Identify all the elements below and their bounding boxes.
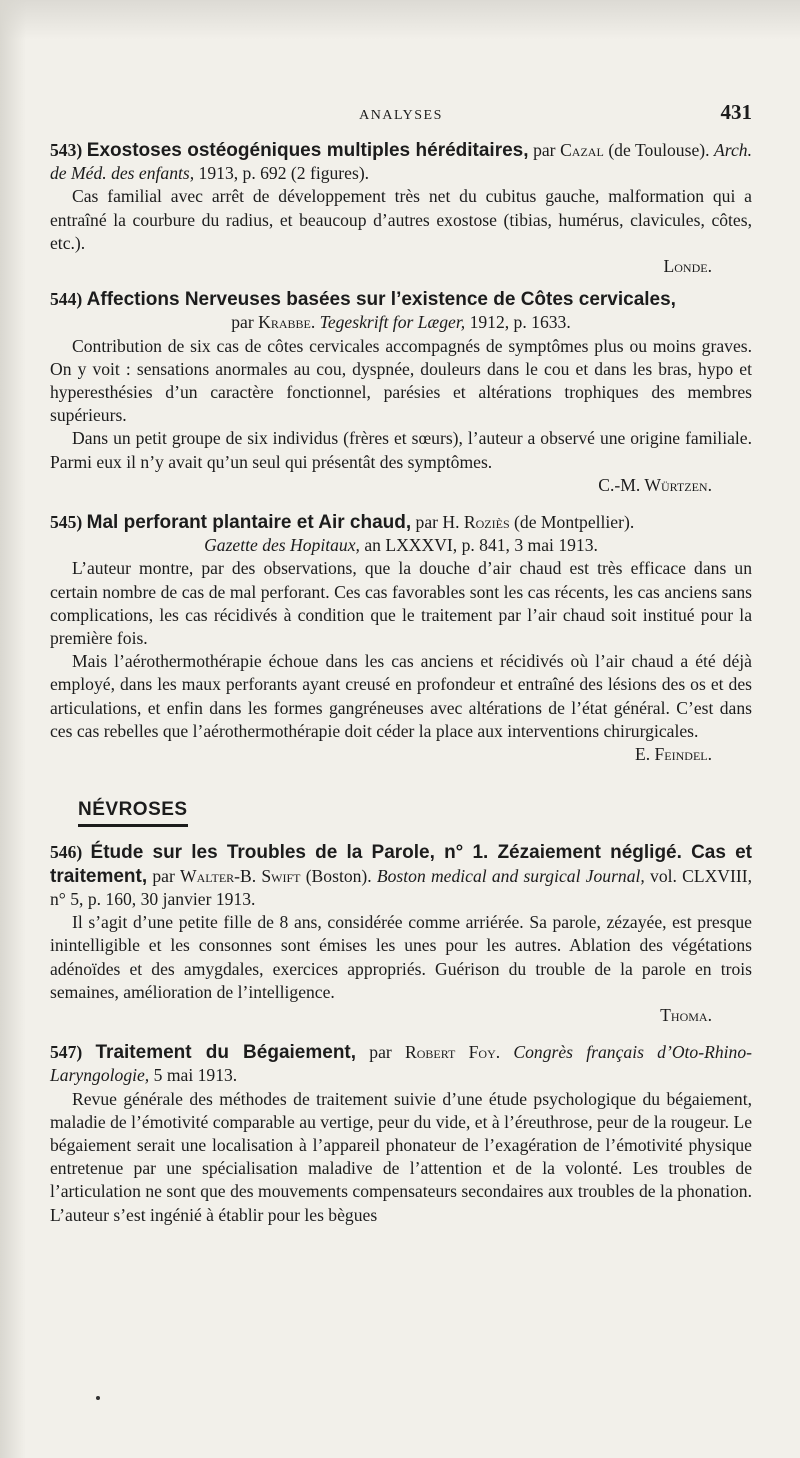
article-signature: C.-M. Würtzen.: [598, 474, 712, 495]
article-number: 546): [50, 842, 83, 863]
article-heading: [50, 841, 752, 911]
ink-speck: [96, 1396, 100, 1400]
article-heading: [50, 511, 752, 534]
article-546: [50, 841, 752, 1027]
article-paragraph: Dans un petit groupe de six individus (frères et sœurs), l’auteur a observé une origine familiale. Parmi eux il n’y avait qu’un seul qui présentât des symptômes.: [50, 428, 752, 472]
article-author: Robert Foy.: [405, 1042, 501, 1063]
article-signature: Thoma.: [660, 1004, 712, 1025]
article-signature: E. Feindel.: [634, 744, 712, 765]
article-signature: Londe.: [663, 256, 712, 277]
journal-name: Tegeskrift for Læger,: [319, 312, 466, 333]
article-number: 544): [50, 289, 83, 310]
running-head: ANALYSES: [359, 108, 443, 123]
section-heading: [50, 798, 752, 827]
article-544: [50, 288, 752, 497]
by-word: par: [231, 312, 254, 333]
journal-name: Arch. de Méd. des enfants,: [50, 140, 752, 184]
article-author: Walter-B. Swift: [180, 865, 301, 886]
article-547: [50, 1041, 752, 1227]
journal-reference: 1913, p. 692 (2 figures).: [198, 163, 370, 184]
article-545: [50, 511, 752, 766]
journal-reference: 5 mai 1913.: [153, 1065, 238, 1086]
journal-name: Congrès français d’Oto-Rhino-Laryngologie,: [50, 1042, 752, 1086]
article-author: Krabbe.: [258, 312, 316, 333]
article-title: Étude sur les Troubles de la Parole, n° 1. Zézaiement négligé. Cas et traitement,: [50, 842, 752, 887]
article-title: Mal perforant plantaire et Air chaud,: [86, 512, 412, 534]
author-place: (de Montpellier).: [514, 512, 635, 533]
article-heading: [50, 139, 752, 185]
by-word: par: [533, 140, 556, 160]
section-title: NÉVROSES: [78, 798, 188, 827]
journal-name: Gazette des Hopitaux,: [204, 535, 360, 556]
scan-shadow-left: [0, 0, 26, 1458]
article-author: Cazal: [560, 140, 604, 160]
journal-reference: an LXXXVI, p. 841, 3 mai 1913.: [364, 535, 598, 556]
article-body: Cas familial avec arrêt de développement très net du cubitus gauche, malformation qui a entraîné la courbure du radius, et beaucoup d’autres exostose (tibias, humérus, clavicules, côtes, etc.).: [50, 186, 752, 253]
article-heading: [50, 288, 752, 311]
article-number: 543): [50, 140, 83, 160]
by-word: par: [152, 865, 175, 886]
page-content: [50, 139, 752, 1227]
journal-reference: 1912, p. 1633.: [469, 312, 571, 333]
author-place: (de Toulouse).: [608, 140, 710, 160]
by-word: par H.: [415, 512, 460, 533]
article-title: Exostoses ostéogéniques multiples héréditaires,: [86, 140, 529, 161]
article-author: Roziès: [463, 512, 510, 533]
article-body: Il s’agit d’une petite fille de 8 ans, considérée comme arriérée. Sa parole, zézayée, est presque inintelligible et les consonnes sont émises les unes pour les autres. Ablation des végétations adénoïdes et des amygdales, exercices appropriés. Guérison du trouble de la parole en trois semaines, amélioration de l’intelligence.: [50, 912, 752, 1002]
article-paragraph: Mais l’aérothermothérapie échoue dans les cas anciens et récidivés où l’air chaud a été déjà employé, dans les maux perforants ayant creusé en profondeur et entraîné des lésions des os et des articulations, et enfin dans les formes gangréneuses avec altérations de l’état général. C’est dans ces cas rebelles que l’aérothermothérapie doit céder la place aux interventions chirurgicales.: [50, 651, 752, 741]
author-place: (Boston).: [305, 865, 372, 886]
page-header: [50, 100, 752, 130]
article-citation: [50, 534, 752, 557]
page-number: 431: [720, 100, 752, 124]
article-number: 545): [50, 512, 83, 533]
article-title: Traitement du Bégaiement,: [95, 1042, 357, 1064]
article-citation: [50, 311, 752, 334]
article-number: 547): [50, 1042, 83, 1063]
article-body: Revue générale des méthodes de traitement suivie d’une étude psychologique du bégaiement, maladie de l’émotivité comparable au vertige, peur du vide, et à l’éreuthrose, peur de la rougeur. Le bégaiement serait une localisation à l’appareil phonateur de l’exagération de l’émotivité physique entretenue par une spécialisation maladive de l’attention et de la volonté. Les troubles de l’articulation ne sont que des mouvements compensateurs secondaires aux troubles de la phonation. L’auteur s’est ingénié à établir pour les bègues: [50, 1088, 752, 1225]
article-heading: [50, 1041, 752, 1087]
article-title: Affections Nerveuses basées sur l’existence de Côtes cervicales,: [86, 289, 676, 311]
journal-name: Boston medical and surgical Journal,: [376, 865, 645, 886]
article-paragraph: Contribution de six cas de côtes cervicales accompagnés de symptômes plus ou moins graves. On y voit : sensations anormales au cou, dyspnée, douleurs dans le cou et dans les bras, hypo et hyperesthésies d’un caractère fonctionnel, parésies et altérations trophiques des membres supérieurs.: [50, 335, 752, 426]
article-543: [50, 139, 752, 278]
by-word: par: [369, 1042, 392, 1063]
article-paragraph: L’auteur montre, par des observations, que la douche d’air chaud est très efficace dans un certain nombre de cas de mal perforant. Ces cas favorables sont les cas récents, les cas anciens sans complications, les cas récidivés à condition que le traitement par l’air chaud soit institué pour la première fois.: [50, 558, 752, 649]
journal-reference: vol. CLXVIII, n° 5, p. 160, 30 janvier 1913.: [50, 865, 752, 909]
scan-shadow-top: [0, 0, 800, 40]
